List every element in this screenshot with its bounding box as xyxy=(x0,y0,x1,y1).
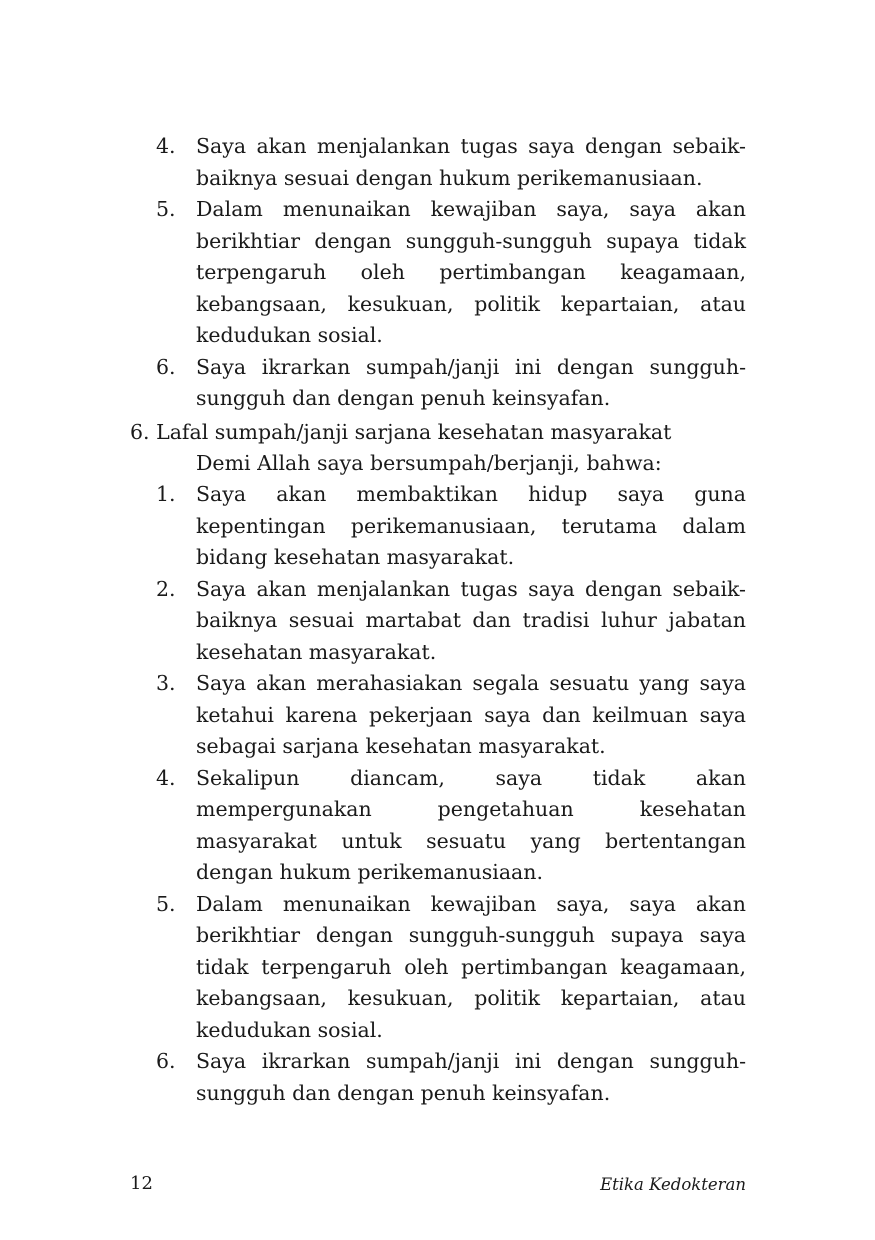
list-item-number: 5. xyxy=(156,197,176,221)
oath-list xyxy=(150,479,746,1109)
page-number: 12 xyxy=(130,1173,153,1194)
section-heading: 6. Lafal sumpah/janji sarjana kesehatan masyarakat xyxy=(130,420,672,444)
list-item-text: Sekalipun diancam, saya tidak akan mempergunakan pengetahuan kesehatan masyarakat untuk sesuatu yang bertentangan dengan hukum perikemanusiaan. xyxy=(196,765,746,884)
list-item-number: 5. xyxy=(156,891,176,916)
list-item xyxy=(150,889,746,1047)
list-item-text: Dalam menunaikan kewajiban saya, saya akan berikhtiar dengan sungguh-sungguh supaya tidak terpengaruh oleh pertimbangan keagamaan, kebangsaan, kesukuan, politik kepartaian, atau kedudukan sosial. xyxy=(196,197,746,347)
running-footer-title: Etika Kedokteran xyxy=(600,1175,746,1194)
list-item-number: 2. xyxy=(156,576,176,601)
list-item xyxy=(150,668,746,763)
list-item xyxy=(150,1046,746,1109)
list-item-number: 4. xyxy=(156,765,176,790)
list-item-number: 6. xyxy=(156,354,176,379)
list-item xyxy=(150,574,746,669)
list-item-number: 1. xyxy=(156,482,176,506)
list-item-text: Saya akan merahasiakan segala sesuatu yang saya ketahui karena pekerjaan saya dan keilmuan saya sebagai sarjana kesehatan masyarakat. xyxy=(196,671,746,758)
list-item xyxy=(150,763,746,889)
list-item-text: Saya ikrarkan sumpah/janji ini dengan sungguh-sungguh dan dengan penuh keinsyafan. xyxy=(196,354,746,410)
list-item-text: Saya akan menjalankan tugas saya dengan sebaik-baiknya sesuai dengan hukum perikemanusiaan. xyxy=(196,134,746,190)
oath-list-continued xyxy=(150,131,746,415)
list-item xyxy=(150,194,746,352)
list-item-text: Saya akan menjalankan tugas saya dengan sebaik-baiknya sesuai martabat dan tradisi luhur jabatan kesehatan masyarakat. xyxy=(196,576,746,664)
list-item-text: Dalam menunaikan kewajiban saya, saya akan berikhtiar dengan sungguh-sungguh supaya saya tidak terpengaruh oleh pertimbangan keagamaan, kebangsaan, kesukuan, politik kepartaian, atau kedudukan sosial. xyxy=(196,891,746,1042)
list-item-text: Saya akan membaktikan hidup saya guna kepentingan perikemanusiaan, terutama dalam bidang kesehatan masyarakat. xyxy=(196,482,746,569)
list-item-text: Saya ikrarkan sumpah/janji ini dengan sungguh-sungguh dan dengan penuh keinsyafan. xyxy=(196,1049,746,1105)
list-item-number: 3. xyxy=(156,671,176,695)
list-item xyxy=(150,131,746,194)
list-item xyxy=(150,479,746,574)
list-item-number: 6. xyxy=(156,1049,176,1073)
list-item-number: 4. xyxy=(156,134,176,158)
list-item xyxy=(150,352,746,415)
oath-intro: Demi Allah saya bersumpah/berjanji, bahwa: xyxy=(196,451,662,475)
